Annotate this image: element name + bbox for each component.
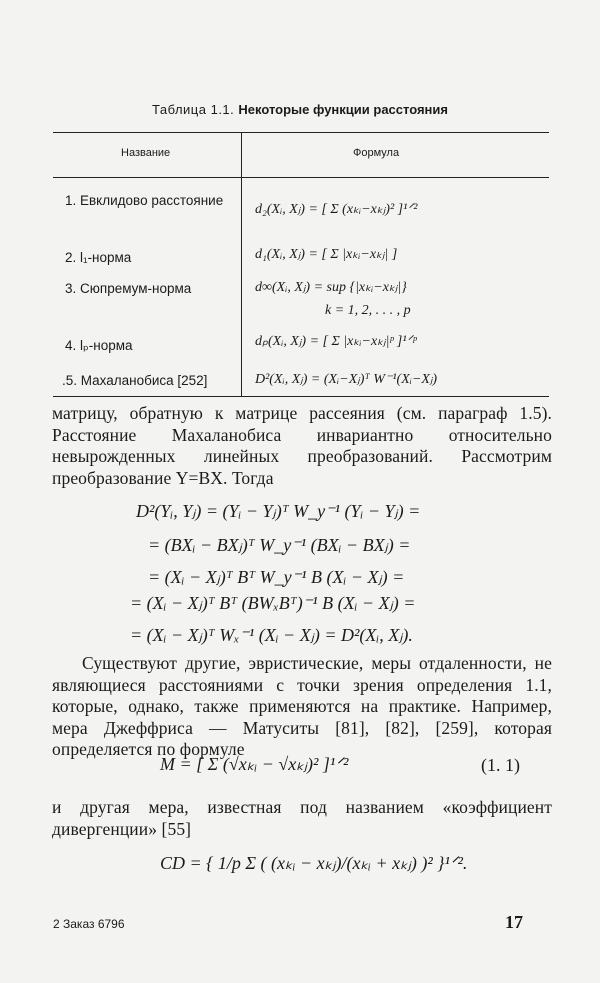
row-formula: dₚ(Xᵢ, Xⱼ) = [ Σ |xₖᵢ−xₖⱼ|ᵖ ]¹ᐟᵖ (255, 334, 417, 349)
distance-table (53, 132, 549, 397)
row-name: 1. Евклидово расстояние (65, 193, 224, 208)
paragraph-heuristic: Существуют другие, эвристические, меры отдаленности, не являющиеся расстояниями с точки зрения определения 1.1, которые, однако, также применяются на практике. Например, мера Джеффриса — Матуситы [81], [82], [259], которая определяется по формуле (52, 653, 552, 759)
derivation-line: = (BXᵢ − BXⱼ)ᵀ W_y⁻¹ (BXᵢ − BXⱼ) = (148, 535, 411, 555)
derivation-line: = (Xᵢ − Xⱼ)ᵀ Wₓ⁻¹ (Xᵢ − Xⱼ) = D²(Xᵢ, Xⱼ). (130, 625, 413, 645)
table-divider (241, 133, 242, 396)
table-caption (0, 102, 600, 117)
derivation-line: = (Xᵢ − Xⱼ)ᵀ Bᵀ (BWₓBᵀ)⁻¹ B (Xᵢ − Xⱼ) = (130, 593, 416, 613)
paragraph-divergence: и другая мера, известная под названием «коэффициент дивергенции» [55] (52, 797, 552, 839)
row-name: 3. Сюпремум-норма (65, 281, 192, 296)
row-name: .5. Махаланобиса [252] (62, 373, 208, 388)
table-caption-prefix: Таблица 1.1. (152, 102, 235, 117)
row-formula: d∞(Xᵢ, Xⱼ) = sup {|xₖᵢ−xₖⱼ|} (255, 280, 407, 295)
table-header-rule (53, 177, 549, 178)
footer-order: 2 Заказ 6796 (53, 917, 125, 931)
equation-divergence: CD = { 1/p Σ ( (xₖᵢ − xₖⱼ)/(xₖᵢ + xₖⱼ) )² }¹ᐟ². (160, 853, 468, 873)
row-name: 2. l₁-норма (65, 250, 132, 265)
equation-number: (1. 1) (481, 755, 520, 775)
row-formula: D²(Xᵢ, Xⱼ) = (Xᵢ−Xⱼ)ᵀ W⁻¹(Xᵢ−Xⱼ) (255, 372, 438, 387)
row-formula: d₁(Xᵢ, Xⱼ) = [ Σ |xₖᵢ−xₖⱼ| ] (255, 247, 398, 262)
header-formula: Формула (353, 147, 400, 159)
equation-matusita: M = [ Σ (√xₖᵢ − √xₖⱼ)² ]¹ᐟ² (160, 754, 349, 774)
row-formula-range: k = 1, 2, . . . , p (325, 303, 411, 318)
paragraph-mahalanobis: матрицу, обратную к матрице рассеяния (см. параграф 1.5). Расстояние Махаланобиса инвариантно относительно невырожденных линейных преобразований. Рассмотрим преобразование Y=BX. Тогда (52, 403, 552, 488)
table-caption-title: Некоторые функции расстояния (238, 102, 448, 117)
row-name: 4. lₚ-норма (65, 338, 133, 353)
page-number: 17 (505, 912, 523, 932)
header-name: Название (121, 147, 171, 159)
derivation-line: D²(Yᵢ, Yⱼ) = (Yᵢ − Yⱼ)ᵀ W_y⁻¹ (Yᵢ − Yⱼ) = (136, 501, 421, 521)
row-formula: d₂(Xᵢ, Xⱼ) = [ Σ (xₖᵢ−xₖⱼ)² ]¹ᐟ² (255, 202, 418, 217)
derivation-line: = (Xᵢ − Xⱼ)ᵀ Bᵀ W_y⁻¹ B (Xᵢ − Xⱼ) = (148, 567, 405, 587)
